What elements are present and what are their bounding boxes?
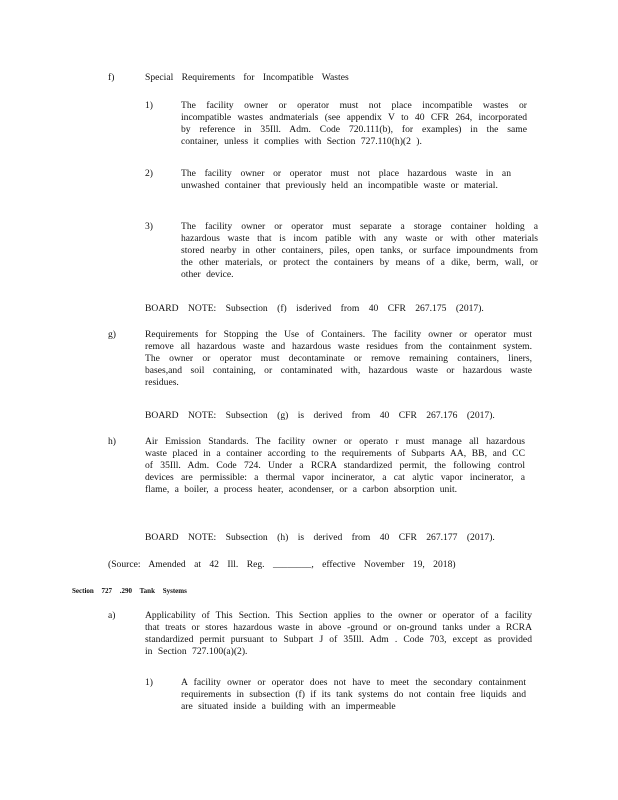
subsection-a-text: Applicability of This Section. This Section applies to the owner or operator of a facility that treats or stores hazardous waste in above -ground or on-ground tanks under a RCRA standardized permit pursuant to Subpart J of 35Ill. Adm . Code 703, except as provided in Section 727.100(a)(2). (145, 610, 532, 657)
subsection-g-text: Requirements for Stopping the Use of Containers. The facility owner or operator must remove all hazardous waste and hazardous waste residues from the containment system. The owner or operator must decontaminate or remove remaining containers, liners, bases,and soil containing, or contaminated with, hazardous waste or hazardous waste residues. (145, 329, 532, 388)
subsection-g-label: g) (108, 329, 116, 340)
board-note-g: BOARD NOTE: Subsection (g) is derived from 40 CFR 267.176 (2017). (145, 410, 495, 421)
board-note-h: BOARD NOTE: Subsection (h) is derived from 40 CFR 267.177 (2017). (145, 532, 495, 543)
item-label: 2) (145, 168, 153, 179)
item-label: 1) (145, 677, 153, 688)
subsection-f-heading: Special Requirements for Incompatible Wastes (145, 72, 349, 83)
source-note: (Source: Amended at 42 Ill. Reg. ________, effective November 19, 2018) (108, 559, 456, 570)
subsection-f-label: f) (108, 72, 115, 83)
item-text: The facility owner or operator must not place incompatible wastes or incompatible wastes andmaterials (see appendix V to 40 CFR 264, incorporated by reference in 35Ill. Adm. Code 720.111(b), for examples) in the same container, unless it complies with Section 727.110(h)(2 ). (181, 100, 527, 147)
board-note-f: BOARD NOTE: Subsection (f) isderived from 40 CFR 267.175 (2017). (145, 303, 484, 314)
item-label: 3) (145, 221, 153, 232)
subsection-a-label: a) (108, 610, 116, 621)
subsection-h-label: h) (108, 436, 116, 447)
section-heading: Section 727 .290 Tank Systems (72, 587, 187, 595)
subsection-h-text: Air Emission Standards. The facility owner or operato r must manage all hazardous waste placed in a container according to the requirements of Subparts AA, BB, and CC of 35Ill. Adm. Code 724. Under a RCRA standardized permit, the following control devices are permissible: a thermal vapor incinerator, a cat alytic vapor incinerator, a flame, a boiler, a process heater, acondenser, or a carbon absorption unit. (145, 436, 525, 495)
item-text: The facility owner or operator must not place hazardous waste in an unwashed container that previously held an incompatible waste or material. (181, 168, 511, 191)
item-text: The facility owner or operator must separate a storage container holding a hazardous waste that is incom patible with any waste or with other materials stored nearby in other containers, piles, open tanks, or surface impoundments from the other materials, or protect the containers by means of a dike, berm, wall, or other device. (181, 221, 538, 280)
item-text: A facility owner or operator does not have to meet the secondary containment requirements in subsection (f) if its tank systems do not contain free liquids and are situated inside a building with an impermeable (181, 677, 526, 712)
item-label: 1) (145, 100, 153, 111)
